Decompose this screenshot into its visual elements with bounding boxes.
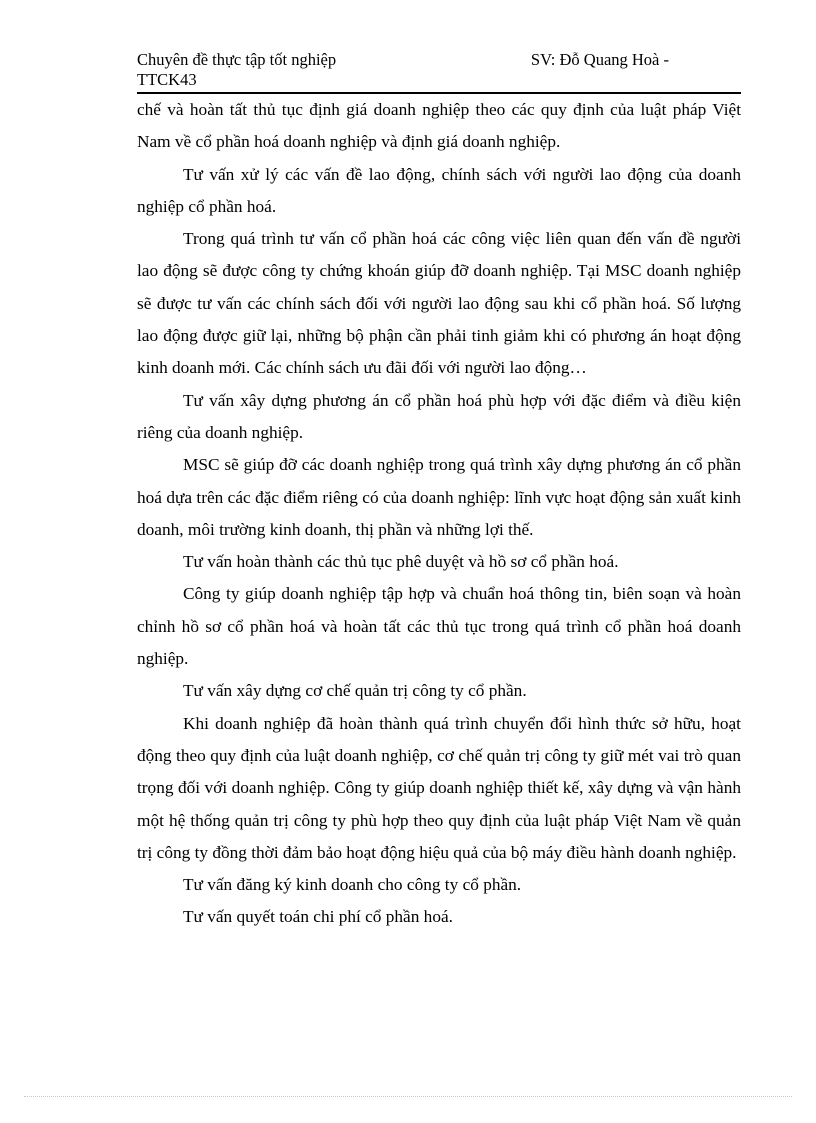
page-header [137,50,741,90]
paragraph-labor-policy: Trong quá trình tư vấn cổ phần hoá các công việc liên quan đến vấn đề người lao động sẽ được công ty chứng khoán giúp đỡ doanh nghiệp. Tại MSC doanh nghiệp sẽ được tư vấn các chính sách đối với người lao động sau khi cổ phần hoá. Số lượng lao động được giữ lại, những bộ phận cần phải tinh giảm khi có phương án hoạt động kinh doanh mới. Các chính sách ưu đãi đối với người lao động… [137,229,741,378]
paragraph-registration-heading: Tư vấn đăng ký kinh doanh cho công ty cổ phần. [183,875,522,895]
document-body [137,94,741,934]
header-title: Chuyên đề thực tập tốt nghiệp [137,50,337,69]
paragraph-continuation: chế và hoàn tất thủ tục định giá doanh nghiệp theo các quy định của luật pháp Việt Nam về cổ phần hoá doanh nghiệp và định giá doanh nghiệp. [137,100,741,152]
page-bottom-border [24,1096,792,1097]
header-row [137,50,741,70]
header-class-code: TTCK43 [137,70,197,89]
paragraph-plan-heading: Tư vấn xây dựng phương án cổ phần hoá phù hợp với đặc điểm và điều kiện riêng của doanh nghiệp. [137,390,741,442]
header-author: SV: Đỗ Quang Hoà - [530,50,669,69]
paragraph-plan: MSC sẽ giúp đỡ các doanh nghiệp trong quá trình xây dựng phương án cổ phần hoá dựa trên các đặc điểm riêng có của doanh nghiệp: lĩnh vực hoạt động sản xuất kinh doanh, môi trường kinh doanh, thị phần và những lợi thế. [137,455,741,539]
paragraph-approval-heading: Tư vấn hoàn thành các thủ tục phê duyệt và hồ sơ cổ phần hoá. [183,552,619,572]
paragraph-governance-heading: Tư vấn xây dựng cơ chế quản trị công ty cổ phần. [183,681,527,701]
paragraph-approval: Công ty giúp doanh nghiệp tập hợp và chuẩn hoá thông tin, biên soạn và hoàn chỉnh hồ sơ cổ phần hoá và hoàn tất các thủ tục trong quá trình cổ phần hoá doanh nghiệp. [137,584,741,669]
paragraph-labor-policy-heading: Tư vấn xử lý các vấn đề lao động, chính sách với người lao động của doanh nghiệp cổ phần hoá. [137,164,741,216]
paragraph-settlement-heading: Tư vấn quyết toán chi phí cổ phần hoá. [183,907,453,927]
paragraph-governance: Khi doanh nghiệp đã hoàn thành quá trình chuyển đổi hình thức sở hữu, hoạt động theo quy định của luật doanh nghiệp, cơ chế quản trị công ty giữ mét vai trò quan trọng đối với doanh nghiệp. Công ty giúp doanh nghiệp thiết kế, xây dựng và vận hành một hệ thống quản trị công ty phù hợp theo quy định của luật pháp Việt Nam về quản trị công ty đồng thời đảm bảo hoạt động hiệu quả của bộ máy điều hành doanh nghiệp. [137,713,741,862]
